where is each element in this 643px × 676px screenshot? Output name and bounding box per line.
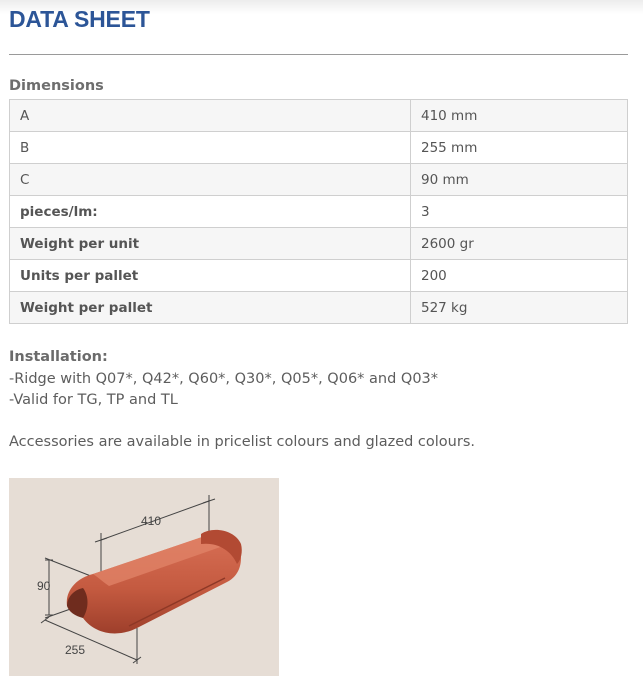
ridge-tile-shape: [67, 530, 242, 634]
height-label: 90: [37, 579, 51, 593]
width-label: 255: [65, 643, 86, 657]
specs-table: [9, 99, 628, 324]
table-row: [10, 260, 628, 292]
table-row: [10, 228, 628, 260]
table-row: [10, 292, 628, 324]
spec-label: B: [10, 132, 411, 164]
spec-value: 200: [411, 260, 628, 292]
installation-line: -Ridge with Q07*, Q42*, Q60*, Q30*, Q05*, Q06* and Q03*: [9, 370, 439, 387]
table-row: [10, 196, 628, 228]
spec-label: Weight per pallet: [10, 292, 411, 324]
table-row: [10, 164, 628, 196]
spec-label: Weight per unit: [10, 228, 411, 260]
accessories-note: Accessories are available in pricelist colours and glazed colours.: [9, 434, 475, 450]
installation-heading: Installation:: [9, 349, 108, 365]
spec-label: Units per pallet: [10, 260, 411, 292]
installation-block: [9, 347, 634, 412]
dimensions-heading: Dimensions: [9, 78, 104, 94]
spec-value: 3: [411, 196, 628, 228]
length-label: 410: [141, 514, 162, 528]
table-row: [10, 100, 628, 132]
ridge-tile-diagram: [9, 478, 279, 676]
spec-label: C: [10, 164, 411, 196]
installation-line: -Valid for TG, TP and TL: [9, 392, 178, 408]
page-title: DATA SHEET: [9, 6, 150, 32]
spec-label: A: [10, 100, 411, 132]
spec-label: pieces/lm:: [10, 196, 411, 228]
spec-value: 2600 gr: [411, 228, 628, 260]
ridge-tile-drawing: [9, 478, 279, 676]
title-divider: [9, 54, 628, 55]
spec-value: 255 mm: [411, 132, 628, 164]
spec-value: 410 mm: [411, 100, 628, 132]
table-row: [10, 132, 628, 164]
spec-value: 90 mm: [411, 164, 628, 196]
spec-value: 527 kg: [411, 292, 628, 324]
